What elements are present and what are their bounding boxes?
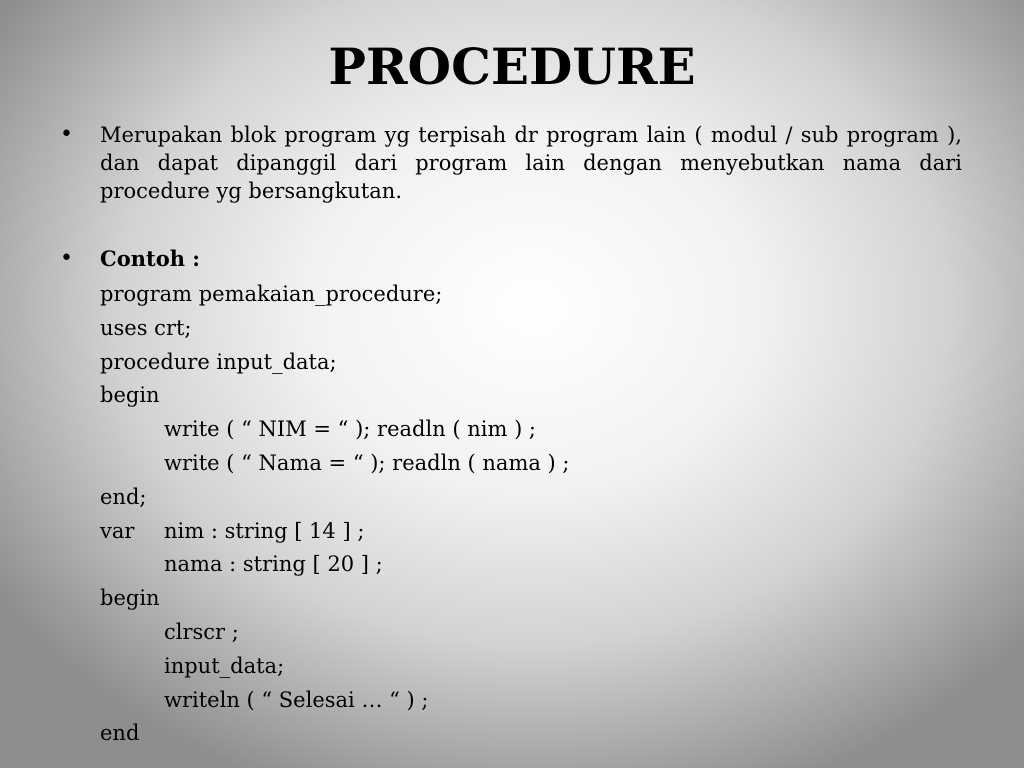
code-line: end xyxy=(100,721,140,746)
code-line: end; xyxy=(100,484,147,509)
code-keyword: var xyxy=(100,518,135,543)
bullet-icon: • xyxy=(60,246,73,271)
code-line xyxy=(100,515,570,549)
code-line: clrscr ; xyxy=(164,619,239,644)
code-line: write ( “ Nama = “ ); readln ( nama ) ; xyxy=(164,450,570,475)
bullet-icon: • xyxy=(60,122,73,147)
code-line: program pemakaian_procedure; xyxy=(100,282,443,306)
code-line: write ( “ NIM = “ ); readln ( nim ) ; xyxy=(164,417,537,442)
code-line: writeln ( “ Selesai … “ ) ; xyxy=(164,687,429,712)
code-declaration: nim : string [ 14 ] ; xyxy=(164,518,365,543)
code-example xyxy=(100,278,570,751)
code-line: begin xyxy=(100,586,160,611)
code-line: begin xyxy=(100,383,160,408)
example-heading: Contoh : xyxy=(100,246,201,271)
slide-title: PROCEDURE xyxy=(328,37,696,96)
code-line: input_data; xyxy=(164,653,285,678)
code-line: procedure input_data; xyxy=(100,349,337,374)
code-line: uses crt; xyxy=(100,315,192,340)
code-line: nama : string [ 20 ] ; xyxy=(164,552,383,577)
definition-paragraph: Merupakan blok program yg terpisah dr program lain ( modul / sub program ), dan dapat dipanggil dari program lain dengan menyebutkan nama dari procedure yg bersangkutan. xyxy=(100,123,962,203)
